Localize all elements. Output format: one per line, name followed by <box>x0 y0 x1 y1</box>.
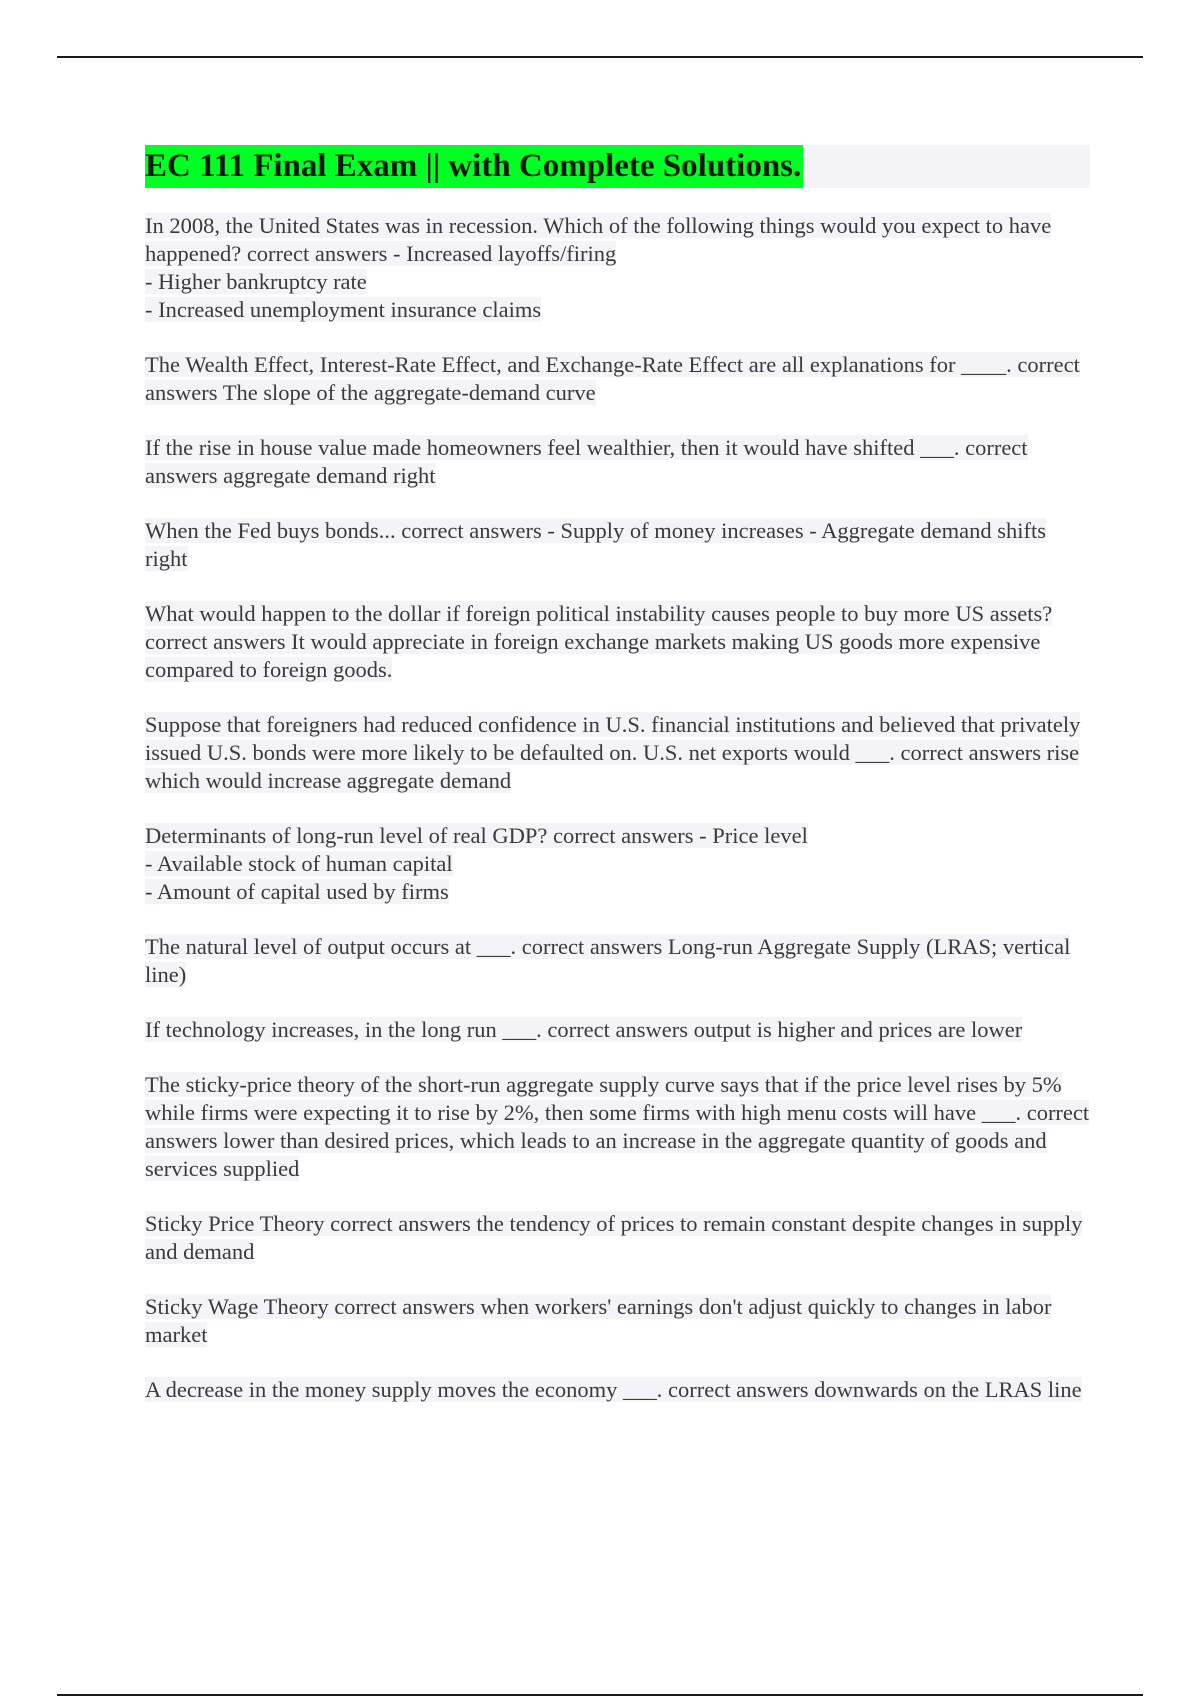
qa-item <box>145 1210 1090 1266</box>
qa-text: The sticky-price theory of the short-run aggregate supply curve says that if the price level rises by 5% while firms were expecting it to rise by 2%, then some firms with high menu costs will have ___. correct answers lower than desired prices, which leads to an increase in the aggregate quantity of goods and services supplied <box>145 1072 1090 1181</box>
document-title: EC 111 Final Exam || with Complete Solutions. <box>145 145 803 188</box>
title-row <box>145 145 1090 188</box>
qa-text: Sticky Wage Theory correct answers when workers' earnings don't adjust quickly to changes in labor market <box>145 1294 1052 1347</box>
qa-text: - Available stock of human capital <box>145 851 453 876</box>
qa-text: The Wealth Effect, Interest-Rate Effect, and Exchange-Rate Effect are all explanations for ____. correct answers The slope of the aggregate-demand curve <box>145 352 1080 405</box>
qa-text: - Amount of capital used by firms <box>145 879 449 904</box>
qa-text: Determinants of long-run level of real GDP? correct answers - Price level <box>145 823 808 848</box>
qa-item <box>145 434 1090 490</box>
qa-text: - Increased unemployment insurance claims <box>145 297 542 322</box>
qa-item <box>145 600 1090 684</box>
qa-item <box>145 351 1090 407</box>
qa-text: Suppose that foreigners had reduced confidence in U.S. financial institutions and believed that privately issued U.S. bonds were more likely to be defaulted on. U.S. net exports would ___. correct answers rise which would increase aggregate demand <box>145 712 1081 793</box>
document-body <box>145 145 1090 1431</box>
qa-item <box>145 212 1090 324</box>
footer-rule <box>57 1694 1143 1696</box>
qa-item <box>145 1376 1090 1404</box>
qa-item <box>145 1293 1090 1349</box>
header-rule <box>57 56 1143 58</box>
qa-text: The natural level of output occurs at ___. correct answers Long-run Aggregate Supply (LRAS; vertical line) <box>145 934 1071 987</box>
qa-item <box>145 1016 1090 1044</box>
qa-text: What would happen to the dollar if foreign political instability causes people to buy more US assets? correct answers It would appreciate in foreign exchange markets making US goods more expensive compared to foreign goods. <box>145 601 1053 682</box>
qa-item <box>145 822 1090 906</box>
qa-item <box>145 711 1090 795</box>
qa-text: When the Fed buys bonds... correct answers - Supply of money increases - Aggregate demand shifts right <box>145 518 1047 571</box>
qa-list <box>145 212 1090 1404</box>
qa-item <box>145 1071 1090 1183</box>
qa-text: - Higher bankruptcy rate <box>145 269 367 294</box>
qa-text: If technology increases, in the long run ___. correct answers output is higher and prices are lower <box>145 1017 1023 1042</box>
qa-text: If the rise in house value made homeowners feel wealthier, then it would have shifted ___. correct answers aggregate demand right <box>145 435 1028 488</box>
qa-text: Sticky Price Theory correct answers the tendency of prices to remain constant despite changes in supply and demand <box>145 1211 1083 1264</box>
qa-item <box>145 517 1090 573</box>
qa-item <box>145 933 1090 989</box>
qa-text: In 2008, the United States was in recession. Which of the following things would you expect to have happened? correct answers - Increased layoffs/firing <box>145 213 1052 266</box>
qa-text: A decrease in the money supply moves the economy ___. correct answers downwards on the LRAS line <box>145 1377 1082 1402</box>
